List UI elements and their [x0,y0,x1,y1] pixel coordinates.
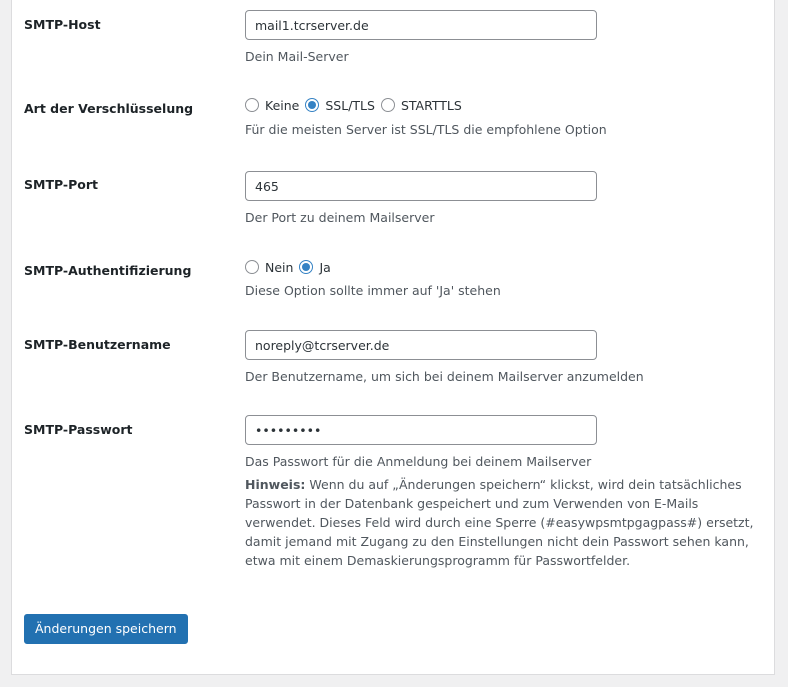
smtp-auth-no-radio[interactable] [245,260,259,274]
encryption-none-label: Keine [265,97,300,113]
hint-text: Wenn du auf „Änderungen speichern“ klickst, wird dein tatsächliches Passwort in der Datenbank gespeichert und zum Verwenden von E-Mails verwendet. Dieses Feld wird durch eine Sperre (#easywpsmtpgagpass#) ersetzt, damit jemand mit Zugang zu den Einstellungen nicht dein Passwort sehen kann, etwa mit einem Demaskierungsprogramm für Passwortfelder. [245,477,754,568]
smtp-password-label: SMTP-Passwort [24,422,133,437]
smtp-host-input[interactable] [245,10,597,40]
smtp-host-description: Dein Mail-Server [245,49,349,64]
smtp-auth-no-label: Nein [265,259,294,275]
radio-selected-dot [302,263,310,271]
smtp-auth-field [245,257,765,300]
encryption-ssl-label: SSL/TLS [325,97,375,113]
encryption-option-none[interactable] [245,98,303,113]
smtp-auth-description: Diese Option sollte immer auf 'Ja' stehen [245,283,501,298]
encryption-ssl-radio[interactable] [305,98,319,112]
encryption-none-radio[interactable] [245,98,259,112]
smtp-auth-yes-radio[interactable] [299,260,313,274]
encryption-description: Für die meisten Server ist SSL/TLS die empfohlene Option [245,122,607,137]
smtp-host-field [245,10,765,66]
encryption-field [245,95,765,139]
save-changes-button[interactable]: Änderungen speichern [24,614,188,644]
smtp-auth-option-no[interactable] [245,260,297,275]
smtp-auth-radio-group [245,257,765,277]
encryption-starttls-radio[interactable] [381,98,395,112]
smtp-username-field [245,330,765,386]
encryption-starttls-label: STARTTLS [400,97,462,113]
encryption-label: Art der Verschlüsselung [24,101,194,116]
smtp-password-description: Das Passwort für die Anmeldung bei deinem Mailserver [245,454,592,469]
smtp-password-hint [245,475,760,570]
radio-selected-dot [308,101,316,109]
smtp-port-input[interactable] [245,171,597,201]
smtp-password-input[interactable] [245,415,597,445]
encryption-option-starttls[interactable] [381,98,466,113]
encryption-radio-group [245,95,765,115]
encryption-option-ssl[interactable] [305,98,379,113]
hint-prefix: Hinweis: [245,477,306,492]
smtp-host-label: SMTP-Host [24,17,101,32]
smtp-auth-option-yes[interactable] [299,260,334,275]
settings-panel [11,0,775,675]
smtp-username-description: Der Benutzername, um sich bei deinem Mailserver anzumelden [245,369,644,384]
smtp-username-label: SMTP-Benutzername [24,337,171,352]
smtp-auth-yes-label: Ja [319,259,331,275]
smtp-username-input[interactable] [245,330,597,360]
smtp-port-field [245,171,765,227]
smtp-auth-label: SMTP-Authentifizierung [24,263,192,278]
smtp-password-field [245,415,765,570]
smtp-port-label: SMTP-Port [24,177,98,192]
smtp-port-description: Der Port zu deinem Mailserver [245,210,435,225]
